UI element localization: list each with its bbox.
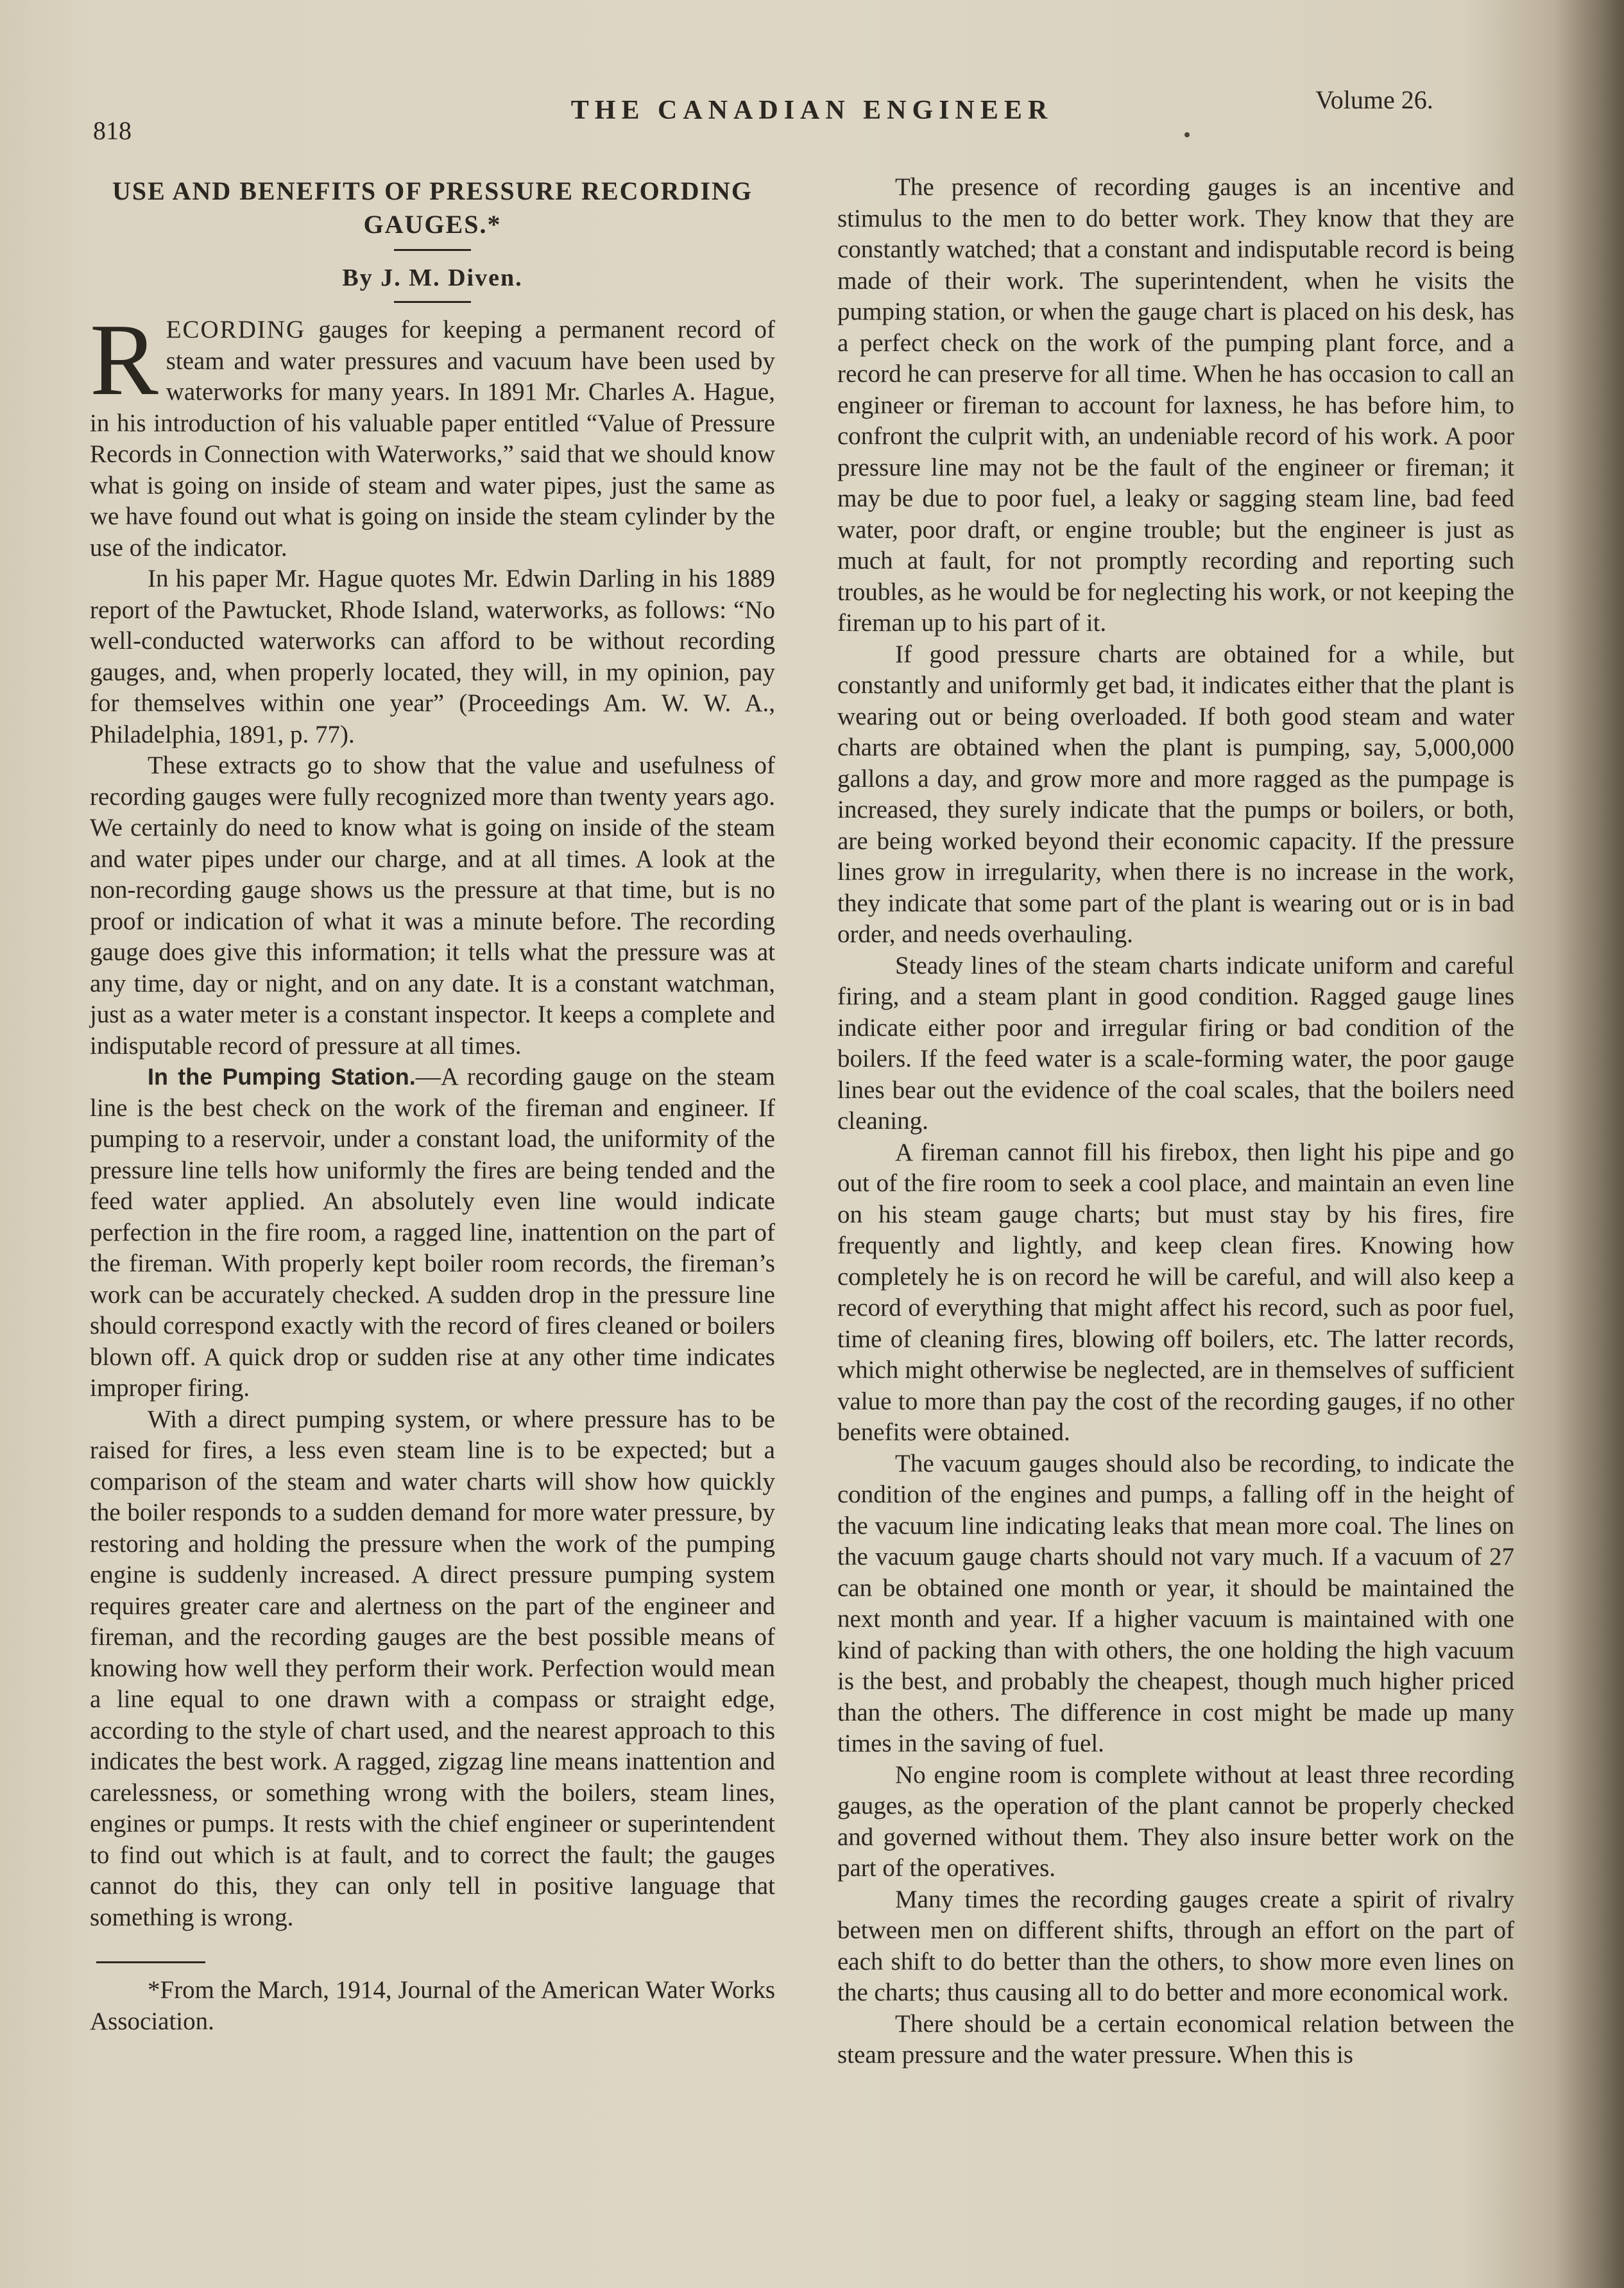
lead-word: ECORDING xyxy=(166,316,306,343)
binding-shadow xyxy=(1553,0,1624,2288)
running-head: THE CANADIAN ENGINEER xyxy=(570,96,1054,125)
drop-cap: R xyxy=(90,302,158,417)
paragraph: The vacuum gauges should also be recording, to indicate the condition of the engines and pumps, a falling off in the height of the vacuum line indicating leaks that mean more coal. The lines on the vacuum gauge charts should not vary much. If a vacuum of 27 can be obtained one month or year, it should be maintained the next month and year. If a higher vacuum is maintained with one kind of packing than with others, the one holding the high vacuum is the best, and probably the cheapest, though much higher priced than the others. The difference in cost might be made up many times in the saving of fuel. xyxy=(837,1449,1514,1757)
byline-rule xyxy=(394,301,471,303)
paragraph: These extracts go to show that the value and usefulness of recording gauges were fully recognized more than twenty years ago. We certainly do need to know what is going on inside of the steam and water pipes under our charge, and at all times. A look at the non-recording gauge shows us the pressure at that time, but is no proof or indication of what it was a minute before. The recording gauge does give this information; it tells what the pressure was at any time, day or night, and on any date. It is a constant watchman, just as a water meter is a constant inspector. It keeps a complete and indisputable record of pressure at all times. xyxy=(90,752,775,1060)
page-number: 818 xyxy=(93,116,132,145)
paragraph: Many times the recording gauges create a spirit of rivalry between men on different shifts, through an effort on the part of each shift to do better than the others, to show more even lines on the charts; thus causing all to do better and more economical work. xyxy=(837,1885,1514,2006)
left-column xyxy=(90,175,775,2037)
paragraph: With a direct pumping system, or where pressure has to be raised for fires, a less even steam line is to be expected; but a comparison of the steam and water charts will show how quickly the boiler responds to a sudden demand for more water pressure, by restoring and holding the pressure when the work of the pumping engine is suddenly increased. A direct pressure pumping system requires greater care and alertness on the part of the engineer and fireman, and the recording gauges are the best possible means of knowing how well they perform their work. Perfection would mean a line equal to one drawn with a compass or straight edge, according to the style of chart used, and the nearest approach to this indicates the best work. A ragged, zigzag line means inattention and carelessness, or something wrong with the boilers, steam lines, engines or pumps. It rests with the chief engineer or superintendent to find out which is at fault, and to correct the fault; the gauges cannot do this, they can only tell in positive language that something is wrong. xyxy=(90,1405,775,1931)
paragraph: A fireman cannot fill his firebox, then light his pipe and go out of the fire room to seek a cool place, and maintain an even line on his steam gauge charts; but must stay by his fires, fire frequently and lightly, and keep clean fires. Knowing how completely he is on record he will be careful, and will also keep a record of everything that might affect his record, such as poor fuel, time of cleaning fires, blowing off boilers, etc. The latter records, which might otherwise be neglected, are in themselves of sufficient value to more than pay the cost of the recording gauges, if no other benefits were obtained. xyxy=(837,1138,1514,1446)
paragraph: Steady lines of the steam charts indicate uniform and careful firing, and a steam plant in good condition. Ragged gauge lines indicate either poor and irregular firing or bad condition of the boilers. If the feed water is a scale-forming water, the poor gauge lines bear out the evidence of the coal scales, that the boilers need cleaning. xyxy=(837,951,1514,1135)
paragraph: In his paper Mr. Hague quotes Mr. Edwin Darling in his 1889 report of the Pawtucket, Rhode Island, waterworks, as follows: “No well-conducted waterworks can afford to be without recording gauges, and, when properly located, they will, in my opinion, pay for themselves within one year” (Proceedings Am. W. W. A., Philadelphia, 1891, p. 77). xyxy=(90,565,775,748)
footnote: *From the March, 1914, Journal of the American Water Works Association. xyxy=(90,1976,775,2035)
paragraph: There should be a certain economical relation between the steam pressure and the water pressure. When this is xyxy=(837,2009,1514,2069)
paragraph xyxy=(90,302,775,563)
title-rule xyxy=(394,249,471,251)
right-column xyxy=(837,172,1514,2071)
paragraph-text: gauges for keeping a permanent record of steam and water pressures and vacuum have been used by waterworks for many years. In 1891 Mr. Charles A. Hague, in his introduction of his valuable paper entitled “Value of Pressure Records in Connection with Waterworks,” said that we should know what is going on inside of steam and water pipes, just the same as we have found out what is going on inside the steam cylinder by the use of the indicator. xyxy=(90,316,775,562)
paragraph: The presence of recording gauges is an incentive and stimulus to the men to do better work. They know that they are constantly watched; that a constant and indisputable record is being made of their work. The superintendent, when he visits the pumping station, or when the gauge chart is placed on his desk, has a perfect check on the work of the pumping plant force, and a record he can preserve for all time. When he has occasion to call an engineer or fireman to account for laxness, he has before him, to confront the culprit with, an undeniable record of his work. A poor pressure line may not be the fault of the engineer or fireman; it may be due to poor fuel, a leaky or sagging steam line, bad feed water, poor draft, or engine trouble; but the engineer is just as much at fault, for not promptly recording and reporting such troubles, as he would be for neglecting his work, or not keeping the fireman up to his part of it. xyxy=(837,173,1514,637)
print-speck xyxy=(1184,132,1190,137)
volume-label: Volume 26. xyxy=(1315,85,1433,114)
footnote-rule xyxy=(96,1961,205,1963)
paragraph: No engine room is complete without at least three recording gauges, as the operation of the plant cannot be properly checked and governed without them. They also insure better work on the part of the operatives. xyxy=(837,1760,1514,1882)
byline: By J. M. Diven. xyxy=(342,264,523,291)
paragraph-text: —A recording gauge on the steam line is the best check on the work of the fireman and engineer. If pumping to a reservoir, under a constant load, the uniformity of the pressure line tells how uniformly the fires are being tended and the feed water applied. An absolutely even line would indicate perfection in the fire room, a ragged line, inattention on the part of the fireman. With properly kept boiler room records, the fireman’s work can be accurately checked. A sudden drop in the pressure line should correspond exactly with the record of fires cleaned or boilers blown off. A quick drop or sudden rise at any other time indicates improper firing. xyxy=(90,1063,775,1402)
article-title: USE AND BENEFITS OF PRESSURE RECORDING GAUGES.* xyxy=(112,176,753,239)
paragraph: If good pressure charts are obtained for a while, but constantly and uniformly get bad, it indicates either that the plant is wearing out or being overloaded. If both good steam and water charts are obtained when the plant is pumping, say, 5,000,000 gallons a day, and grow more and more ragged as the pumpage is increased, they surely indicate that the pumps or boilers, or both, are being worked beyond their economic capacity. If the pressure lines grow in irregularity, when there is no increase in the work, they indicate that some part of the plant is wearing out or is in bad order, and needs overhauling. xyxy=(837,640,1514,948)
paragraph xyxy=(90,1062,775,1404)
section-heading: In the Pumping Station. xyxy=(148,1063,416,1090)
